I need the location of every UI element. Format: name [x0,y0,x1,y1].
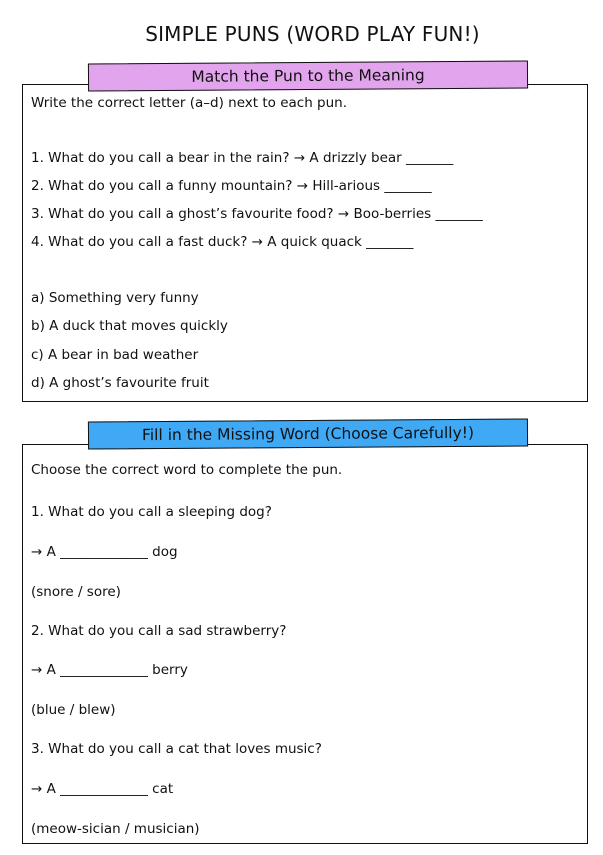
meaning-item: d) A ghost’s favourite fruit [31,375,209,391]
pun-item: 1. What do you call a bear in the rain? → A drizzly bear _______ [31,150,454,166]
page-title: SIMPLE PUNS (WORD PLAY FUN!) [145,22,480,46]
meaning-item: a) Something very funny [31,290,199,306]
match-instruction: Write the correct letter (a–d) next to each pun. [31,95,348,111]
fill-instruction: Choose the correct word to complete the pun. [31,462,343,478]
fill-question: 1. What do you call a sleeping dog? [31,504,272,520]
fill-options: (snore / sore) [31,584,121,600]
fill-options: (meow-sician / musician) [31,821,200,837]
pun-item: 2. What do you call a funny mountain? → Hill-arious _______ [31,178,432,194]
fill-question: 3. What do you call a cat that loves music? [31,741,322,757]
fill-answer-line: → A _____________ dog [31,544,178,560]
fill-question: 2. What do you call a sad strawberry? [31,623,287,639]
fill-answer-line: → A _____________ cat [31,781,174,797]
fill-section-header: Fill in the Missing Word (Choose Carefully!) [88,418,528,449]
meaning-item: c) A bear in bad weather [31,347,199,363]
fill-options: (blue / blew) [31,702,116,718]
pun-item: 3. What do you call a ghost’s favourite food? → Boo-berries _______ [31,206,483,222]
pun-item: 4. What do you call a fast duck? → A quick quack _______ [31,234,414,250]
match-section-header: Match the Pun to the Meaning [88,60,528,91]
fill-answer-line: → A _____________ berry [31,662,188,678]
meaning-item: b) A duck that moves quickly [31,318,228,334]
